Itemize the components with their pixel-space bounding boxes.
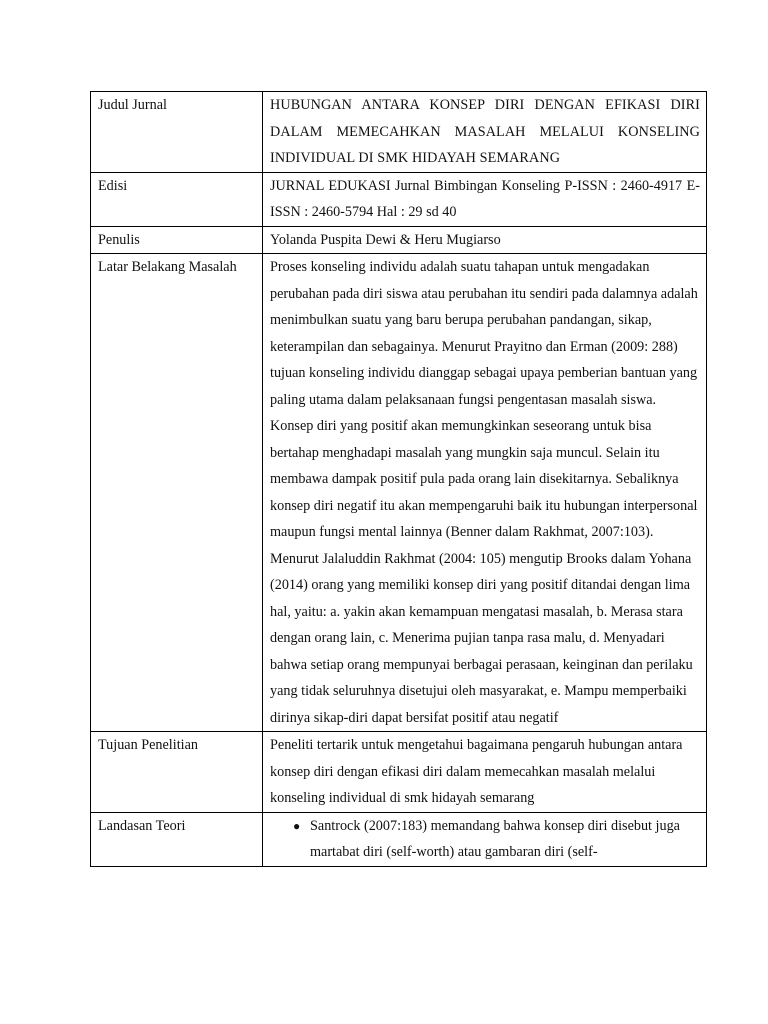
landasan-teori-label: Landasan Teori (91, 812, 263, 866)
row-latar-belakang (91, 254, 707, 732)
latar-belakang-label: Latar Belakang Masalah (91, 254, 263, 732)
row-penulis (91, 226, 707, 254)
judul-jurnal-value: HUBUNGAN ANTARA KONSEP DIRI DENGAN EFIKASI DIRI DALAM MEMECAHKAN MASALAH MELALUI KONSELING INDIVIDUAL DI SMK HIDAYAH SEMARANG (263, 92, 707, 173)
judul-jurnal-label: Judul Jurnal (91, 92, 263, 173)
row-landasan-teori (91, 812, 707, 866)
landasan-teori-list (270, 813, 700, 866)
landasan-teori-value (263, 812, 707, 866)
edisi-value: JURNAL EDUKASI Jurnal Bimbingan Konseling P-ISSN : 2460-4917 E-ISSN : 2460-5794 Hal : 29 sd 40 (263, 172, 707, 226)
journal-review-table (90, 91, 707, 867)
row-judul-jurnal (91, 92, 707, 173)
latar-belakang-value: Proses konseling individu adalah suatu tahapan untuk mengadakan perubahan pada diri siswa atau perubahan itu sendiri pada dalamnya adalah menimbulkan suatu yang baru berupa perubahan pandangan, sikap, keterampilan dan sebagainya. Menurut Prayitno dan Erman (2009: 288) tujuan konseling individu dianggap sebagai upaya pemberian bantuan yang paling utama dalam pelaksanaan fungsi pengentasan masalah siswa. Konsep diri yang positif akan memungkinkan seseorang untuk bisa bertahap menghadapi masalah yang mungkin saja muncul. Selain itu membawa dampak positif pula pada orang lain disekitarnya. Sebaliknya konsep diri negatif itu akan mempengaruhi baik itu hubungan interpersonal maupun fungsi mental lainnya (Benner dalam Rakhmat, 2007:103). Menurut Jalaluddin Rakhmat (2004: 105) mengutip Brooks dalam Yohana (2014) orang yang memiliki konsep diri yang positif ditandai dengan lima hal, yaitu: a. yakin akan kemampuan mengatasi masalah, b. Merasa stara dengan orang lain, c. Menerima pujian tanpa rasa malu, d. Menyadari bahwa setiap orang mempunyai berbagai perasaan, keinginan dan perilaku yang tidak seluruhnya disetujui oleh masyarakat, e. Mampu memperbaiki dirinya sikap-diri dapat bersifat positif atau negatif (263, 254, 707, 732)
penulis-label: Penulis (91, 226, 263, 254)
bullet-icon: ● (293, 818, 301, 833)
tujuan-penelitian-label: Tujuan Penelitian (91, 732, 263, 813)
row-tujuan-penelitian (91, 732, 707, 813)
tujuan-penelitian-value: Peneliti tertarik untuk mengetahui bagaimana pengaruh hubungan antara konsep diri dengan efikasi diri dalam memecahkan masalah melalui konseling individual di smk hidayah semarang (263, 732, 707, 813)
row-edisi (91, 172, 707, 226)
landasan-teori-bullet-text: Santrock (2007:183) memandang bahwa konsep diri disebut juga martabat diri (self-worth) atau gambaran diri (self- (310, 817, 680, 860)
list-item (293, 813, 700, 866)
penulis-value: Yolanda Puspita Dewi & Heru Mugiarso (263, 226, 707, 254)
edisi-label: Edisi (91, 172, 263, 226)
